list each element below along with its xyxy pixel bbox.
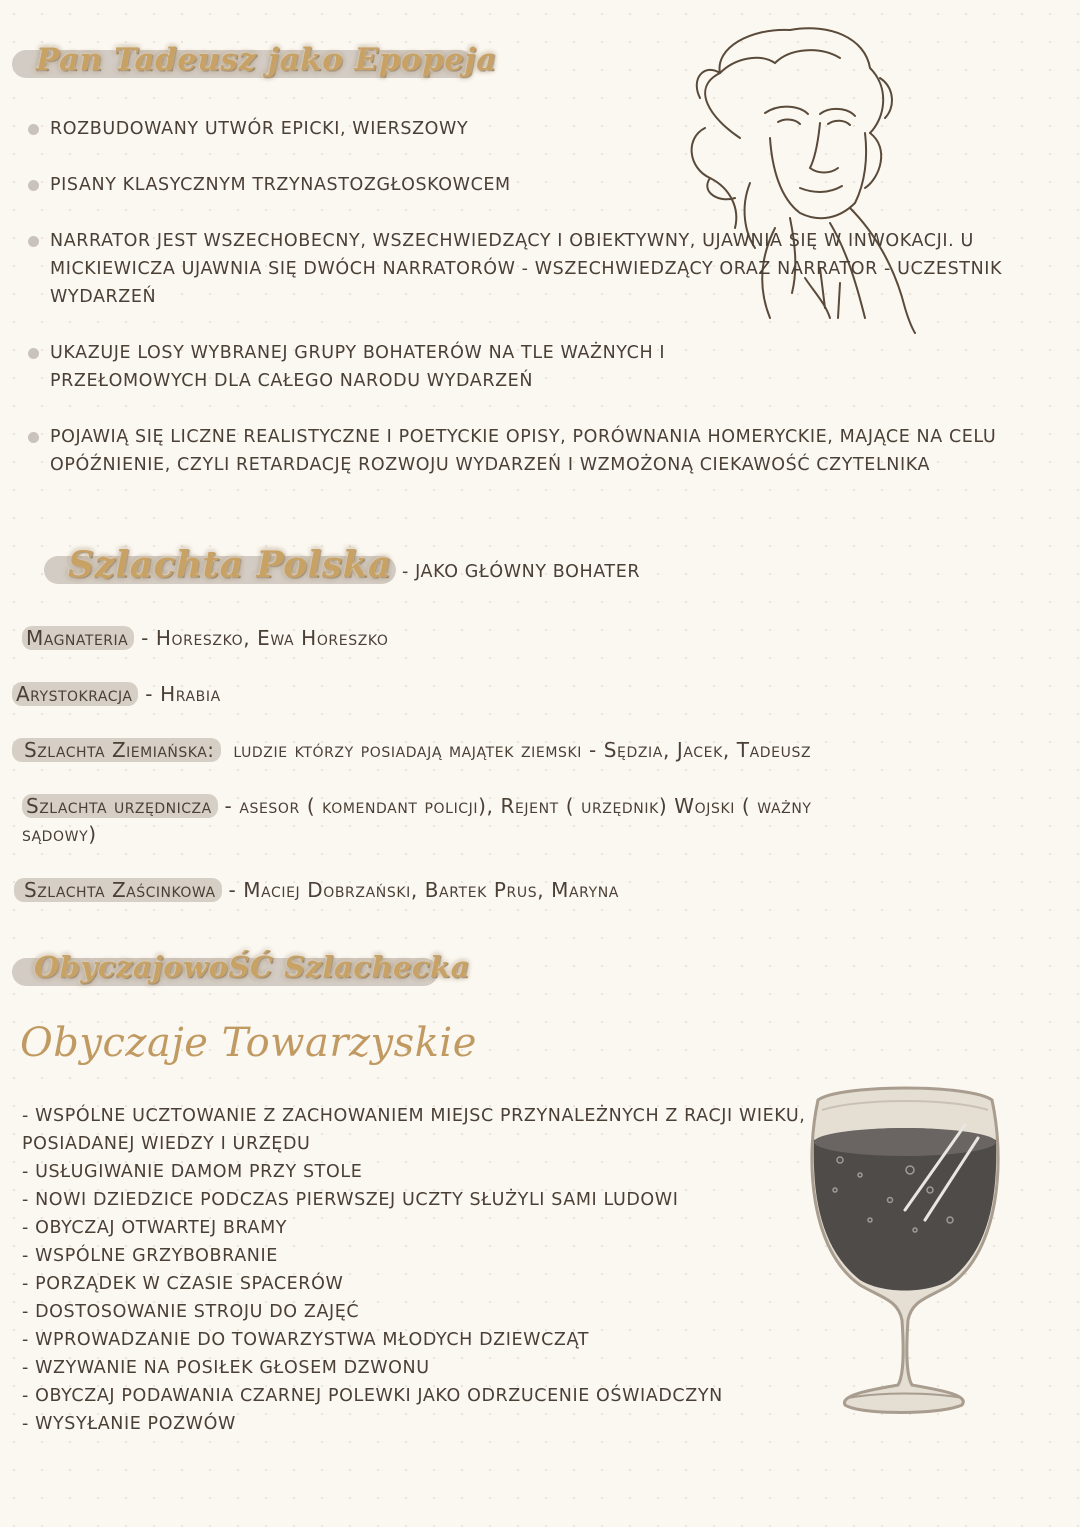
list-item: NARRATOR JEST WSZECHOBECNY, WSZECHWIEDZĄCY I OBIEKTYWNY, UJAWNIA SIĘ W INWOKACJI. U MICKIEWICZA UJAWNIA SIĘ DWÓCH NARRATORÓW - WSZECHWIEDZĄCY ORAZ NARRATOR - UCZESTNIK WYDARZEŃ: [28, 227, 1038, 311]
list-item: - OBYCZAJ OTWARTEJ BRAMY: [22, 1218, 288, 1238]
section-heading-epopeja: [12, 42, 497, 82]
wine-glass-icon: [800, 1080, 1010, 1420]
list-item: - NOWI DZIEDZICE PODCZAS PIERWSZEJ UCZTY SŁUŻYLI SAMI LUDOWI: [22, 1190, 679, 1210]
bullet-dot-icon: [28, 124, 39, 135]
class-row-zascinkowa: Szlachta Zaścinkowa - Maciej Dobrzański, Bartek Prus, Maryna: [14, 876, 619, 904]
list-item: - DOSTOSOWANIE STROJU DO ZAJĘĆ: [22, 1302, 360, 1322]
section-title: Szlachta Polska: [68, 544, 392, 586]
list-item: POJAWIĄ SIĘ LICZNE REALISTYCZNE I POETYCKIE OPISY, PORÓWNANIA HOMERYCKIE, MAJĄCE NA CELU OPÓŹNIENIE, CZYLI RETARDACJĘ ROZWOJU WYDARZEŃ I WZMOŻONĄ CIEKAWOŚĆ CZYTELNIKA: [28, 423, 1038, 479]
list-item: - WSPÓLNE UCZTOWANIE Z ZACHOWANIEM MIEJSC PRZYNALEŻNYCH Z RACJI WIEKU,: [22, 1106, 806, 1126]
class-row-arystokracja: Arystokracja - Hrabia: [12, 680, 221, 708]
section-title: ObyczajowoŚĆ Szlachecka: [34, 950, 471, 984]
list-item: - WZYWANIE NA POSIŁEK GŁOSEM DZWONU: [22, 1358, 430, 1378]
bullet-dot-icon: [28, 348, 39, 359]
list-item: - USŁUGIWANIE DAMOM PRZY STOLE: [22, 1162, 363, 1182]
class-row-urzednicza: Szlachta urzędnicza - asesor ( komendant policji), Rejent ( urzędnik) Wojski ( ważny sądowy): [22, 794, 812, 846]
epopeja-feature-list: [28, 115, 1038, 507]
section-heading-szlachta: [44, 544, 404, 588]
section-title: Pan Tadeusz jako Epopeja: [36, 42, 497, 78]
social-customs-list: [22, 1102, 812, 1438]
list-item: - WYSYŁANIE POZWÓW: [22, 1414, 236, 1434]
bullet-dot-icon: [28, 180, 39, 191]
list-item: PISANY KLASYCZNYM TRZYNASTOZGŁOSKOWCEM: [28, 171, 1038, 199]
list-item: POSIADANEJ WIEDZY I URZĘDU: [22, 1134, 311, 1154]
bullet-dot-icon: [28, 432, 39, 443]
section-subtitle-suffix: - JAKO GŁÓWNY BOHATER: [402, 562, 641, 582]
class-row-magnateria: Magnateria - Horeszko, Ewa Horeszko: [22, 624, 389, 652]
list-item: - PORZĄDEK W CZASIE SPACERÓW: [22, 1274, 344, 1294]
list-item: - OBYCZAJ PODAWANIA CZARNEJ POLEWKI JAKO ODRZUCENIE OŚWIADCZYN: [22, 1386, 723, 1406]
list-item: ROZBUDOWANY UTWÓR EPICKI, WIERSZOWY: [28, 115, 1038, 143]
class-row-ziemianska: Szlachta Ziemiańska: ludzie którzy posiadają majątek ziemski - Sędzia, Jacek, Tadeusz: [12, 736, 811, 764]
customs-subtitle: Obyczaje Towarzyskie: [20, 1020, 477, 1066]
list-item: UKAZUJE LOSY WYBRANEJ GRUPY BOHATERÓW NA TLE WAŻNYCH I PRZEŁOMOWYCH DLA CAŁEGO NARODU WYDARZEŃ: [28, 339, 730, 395]
list-item: - WPROWADZANIE DO TOWARZYSTWA MŁODYCH DZIEWCZĄT: [22, 1330, 589, 1350]
section-heading-obyczajowosc: [12, 950, 471, 990]
list-item: - WSPÓLNE GRZYBOBRANIE: [22, 1246, 278, 1266]
bullet-dot-icon: [28, 236, 39, 247]
